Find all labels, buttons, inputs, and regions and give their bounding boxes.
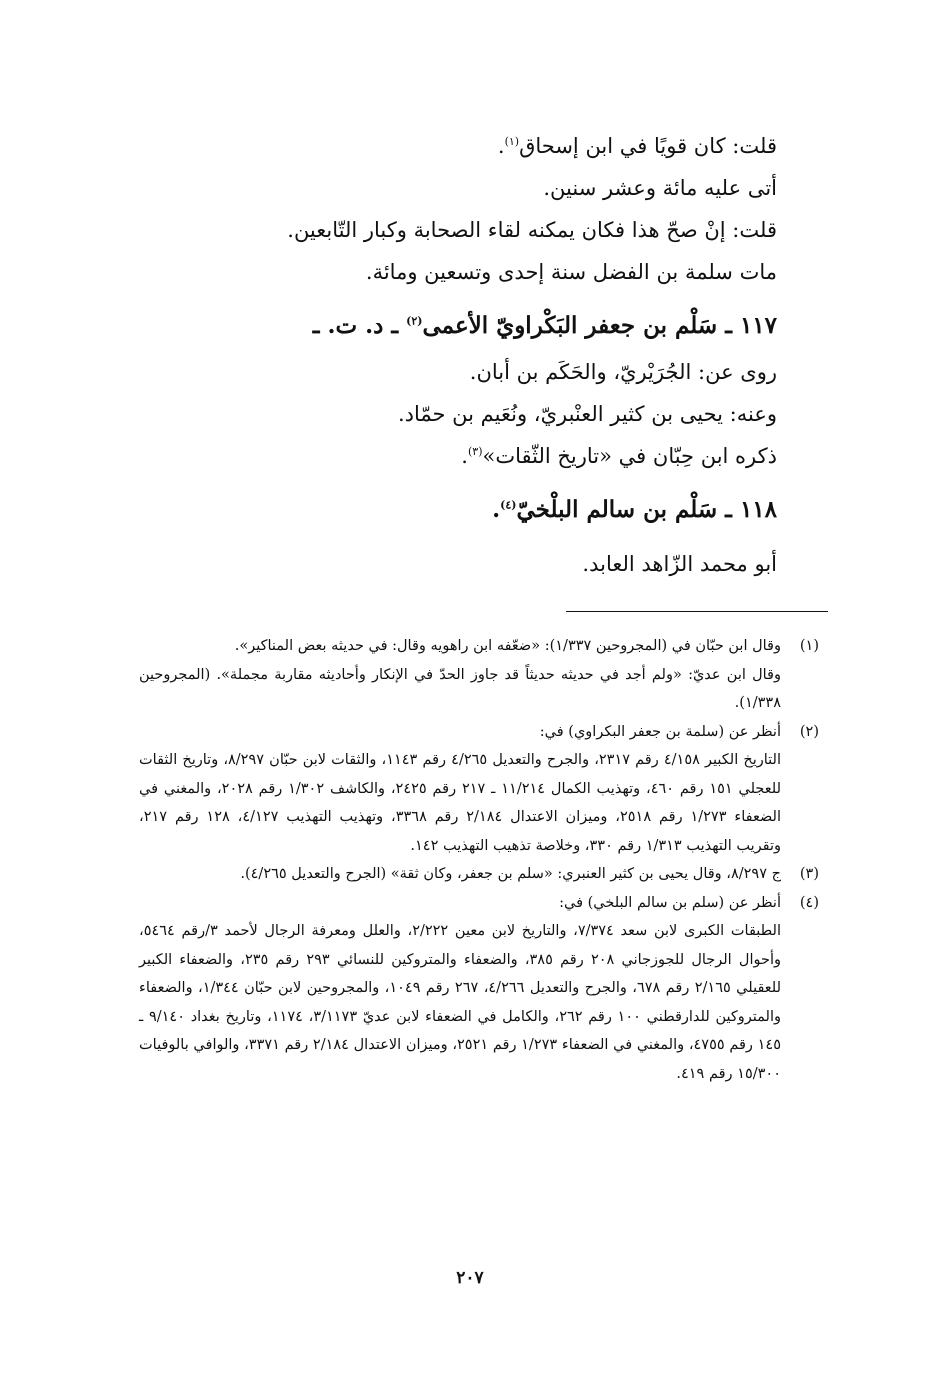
footnote-text: وقال ابن عديّ: «ولم أجد في حديثه حديثاً قد جاوز الحدّ في الإنكار وأحاديثه مقاربة مجملة». (المجروحين ١/٣٣٨). <box>139 666 781 711</box>
footnote-number: (٤) <box>799 894 819 911</box>
footnote-2 <box>139 718 819 861</box>
footnote-1 <box>139 632 819 718</box>
text-line: مات سلمة بن الفضل سنة إحدى وتسعين ومائة. <box>365 260 777 284</box>
footnotes <box>139 632 819 1088</box>
text-line: قلت: كان قويًا في ابن إسحاق$^{(١)}$. <box>497 134 777 158</box>
main-text <box>137 125 777 585</box>
footnote-number: (٢) <box>799 723 819 740</box>
footnote-body <box>139 889 781 1089</box>
footnote-text: التاريخ الكبير ٤/١٥٨ رقم ٢٣١٧، والجرح والتعديل ٤/٢٦٥ رقم ١١٤٣، والثقات لابن حبّان ٨/٢٩٧، وتاريخ الثقات للعجلي ١٥١ رقم ٤٦٠، وتهذيب الكمال ١١/٢١٤ ـ ٢١٧ رقم ٢٤٢٥، والكاشف ١/٣٠٢ رقم ٢٠٢٨، والمغني في الضعفاء ١/٢٧٣ رقم ٢٥١٨، وميزان الاعتدال ٢/١٨٤ رقم ٣٣٦٨، وتهذيب التهذيب ٤/١٢٧، ١٢٨ رقم ٢١٧، وتقريب التهذيب ١/٣١٣ رقم ٣٣٠، وخلاصة تذهيب التهذيب ١٤٢. <box>139 752 781 854</box>
footnote-text: أنظر عن (سلم بن سالم البلخي) في: <box>559 894 781 911</box>
text-line: وعنه: يحيى بن كثير العنْبريّ، ونُعَيم بن حمّاد. <box>397 402 777 426</box>
text-line: أتى عليه مائة وعشر سنين. <box>543 176 777 200</box>
page-number: ٢٠٧ <box>456 1268 484 1288</box>
text-line: روى عن: الجُرَيْريّ، والحَكَم بن أبان. <box>469 360 777 384</box>
text-line: أبو محمد الزّاهد العابد. <box>582 552 777 576</box>
footnote-text: الطبقات الكبرى لابن سعد ٧/٣٧٤، والتاريخ لابن معين ٢/٢٢٢، والعلل ومعرفة الرجال لأحمد ٣/رقم ٥٤٦٤، وأحوال الرجال للجوزجاني ٢٠٨ رقم ٣٨٥، والضعفاء والمتروكين للنسائي ٢٩٣ رقم ٢٣٥، والضعفاء الكبير للعقيلي ٢/١٦٥ رقم ٦٧٨، والجرح والتعديل ٤/٢٦٦، ٢٦٧ رقم ١٠٤٩، والمجروحين لابن حبّان ١/٣٤٤، والضعفاء والمتروكين للدارقطني ١٠٠ رقم ٢٦٢، والكامل في الضعفاء لابن عديّ ٣/١١٧٣، ١١٧٤، وتاريخ بغداد ٩/١٤٠ ـ ١٤٥ رقم ٤٧٥٥، والمغني في الضعفاء ١/٢٧٣ رقم ٢٥٢١، وميزان الاعتدال ٢/١٨٤ رقم ٣٣٧١، والوافي بالوفيات ١٥/٣٠٠ رقم ٤١٩. <box>139 923 781 1082</box>
footnote-ref[interactable]: (١) <box>504 135 520 148</box>
footnote-3 <box>139 860 819 889</box>
footnote-ref[interactable]: (٢) <box>406 314 423 328</box>
entry-heading-117: ١١٧ ـ سَلْم بن جعفر البَكْراويّ الأعمى$^{(٢)}$ ـ د. ت. ـ <box>312 312 777 339</box>
footnote-text: وقال ابن حبّان في (المجروحين ١/٣٣٧): «ضعّفه ابن راهويه وقال: في حديثه بعض المناكير». <box>234 638 781 654</box>
footnote-4 <box>139 889 819 1089</box>
text-line: ذكره ابن حِبّان في «تاريخ الثّقات»$^{(٣)}$. <box>461 444 777 468</box>
footnote-number: (٣) <box>799 866 819 882</box>
footnote-divider <box>566 611 828 612</box>
footnote-number: (١) <box>799 638 819 654</box>
footnote-body <box>139 632 781 718</box>
footnote-body <box>139 860 781 889</box>
text-line: قلت: إنْ صحّ هذا فكان يمكنه لقاء الصحابة وكبار التّابعين. <box>287 218 777 242</box>
footnote-text: أنظر عن (سلمة بن جعفر البكراوي) في: <box>539 723 781 740</box>
footnote-body <box>139 718 781 861</box>
entry-heading-118: ١١٨ ـ سَلْم بن سالم البلْخيّ$^{(٤)}$. <box>492 496 777 523</box>
footnote-ref[interactable]: (٤) <box>500 498 517 512</box>
footnote-text: ج ٨/٢٩٧، وقال يحيى بن كثير العنبري: «سلم بن جعفر، وكان ثقة» (الجرح والتعديل ٤/٢٦٥). <box>240 866 781 882</box>
footnote-ref[interactable]: (٣) <box>467 445 483 458</box>
